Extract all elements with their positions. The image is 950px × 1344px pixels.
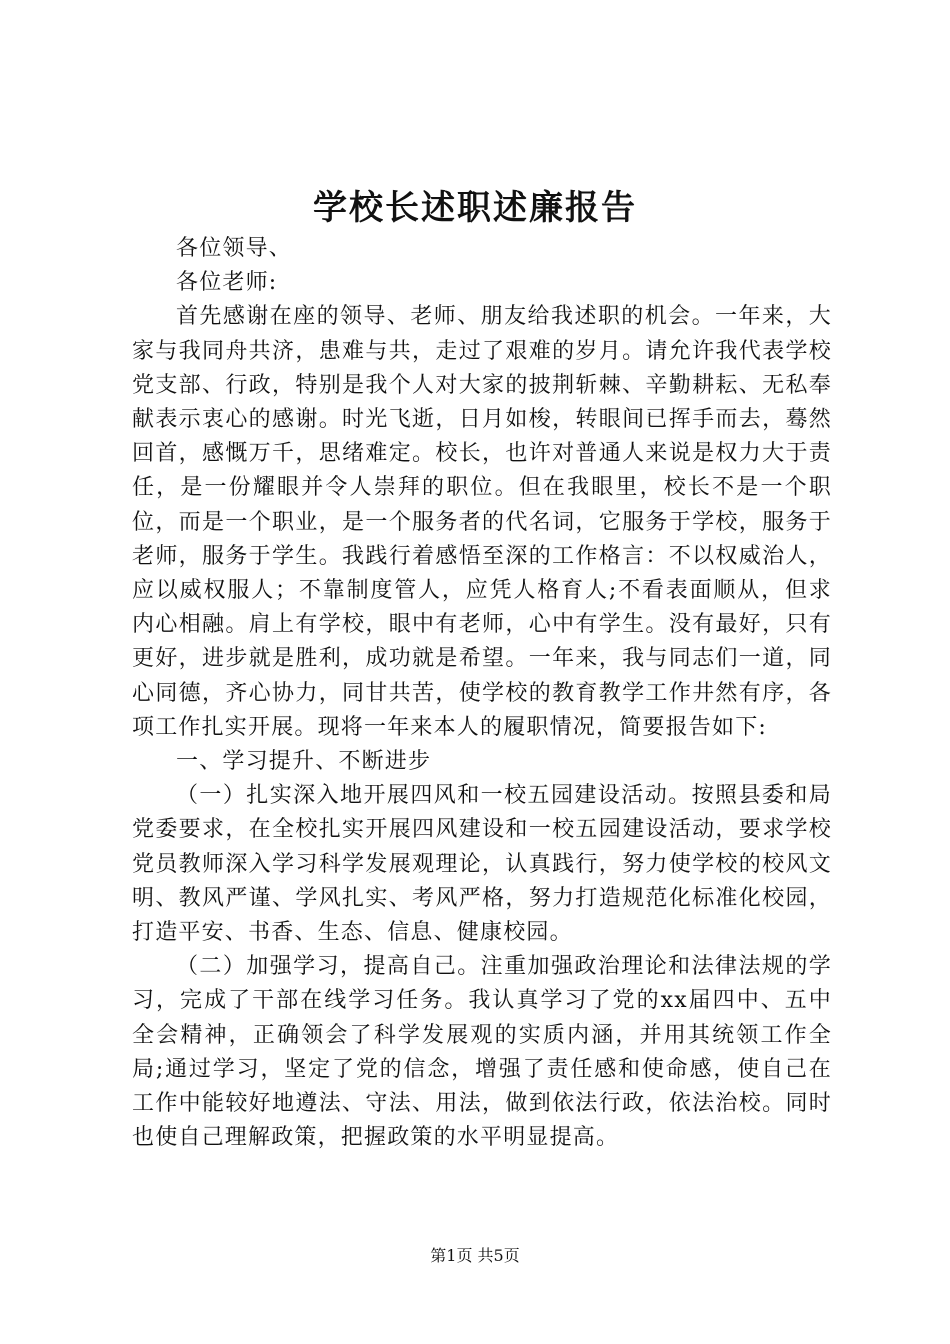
paragraph-strengthen-learning: （二）加强学习，提高自己。注重加强政治理论和法律法规的学习，完成了干部在线学习任务。我认真学习了党的xx届四中、五中全会精神，正确领会了科学发展观的实质内涵，并用其统领工作全局;通过学习，坚定了党的信念，增强了责任感和使命感，使自己在工作中能较好地遵法、守法、用法，做到依法行政，依法治校。同时也使自己理解政策，把握政策的水平明显提高。: [132, 954, 832, 1151]
paragraph-four-winds: （一）扎实深入地开展四风和一校五园建设活动。按照县委和局党委要求，在全校扎实开展四风建设和一校五园建设活动，要求学校党员教师深入学习科学发展观理论，认真践行，努力使学校的校风文明、教风严谨、学风扎实、考风严格，努力打造规范化标准化校园，打造平安、书香、生态、信息、健康校园。: [132, 783, 832, 946]
salutation-leaders: 各位领导、: [176, 236, 293, 261]
document-body: [132, 232, 832, 1155]
salutation-teachers: 各位老师:: [176, 270, 278, 296]
page-footer: 第1页 共5页: [430, 1246, 520, 1265]
document-title: 学校长述职述廉报告: [313, 188, 637, 228]
paragraph-introduction: 首先感谢在座的领导、老师、朋友给我述职的机会。一年来，大家与我同舟共济，患难与共，走过了艰难的岁月。请允许我代表学校党支部、行政，特别是我个人对大家的披荆斩棘、辛勤耕耘、无私奉献表示衷心的感谢。时光飞逝，日月如梭，转眼间已挥手而去，蓦然回首，感慨万千，思绪难定。校长，也许对普通人来说是权力大于责任，是一份耀眼并令人崇拜的职位。但在我眼里，校长不是一个职位，而是一个职业，是一个服务者的代名词，它服务于学校，服务于老师，服务于学生。我践行着感悟至深的工作格言：不以权威治人，应以威权服人；不靠制度管人，应凭人格育人;不看表面顺从，但求内心相融。肩上有学校，眼中有老师，心中有学生。没有最好，只有更好，进步就是胜利，成功就是希望。一年来，我与同志们一道，同心同德，齐心协力，同甘共苦，使学校的教育教学工作井然有序，各项工作扎实开展。现将一年来本人的履职情况，简要报告如下:: [132, 304, 832, 740]
section-heading-learning: 一、学习提升、不断进步: [176, 749, 432, 775]
